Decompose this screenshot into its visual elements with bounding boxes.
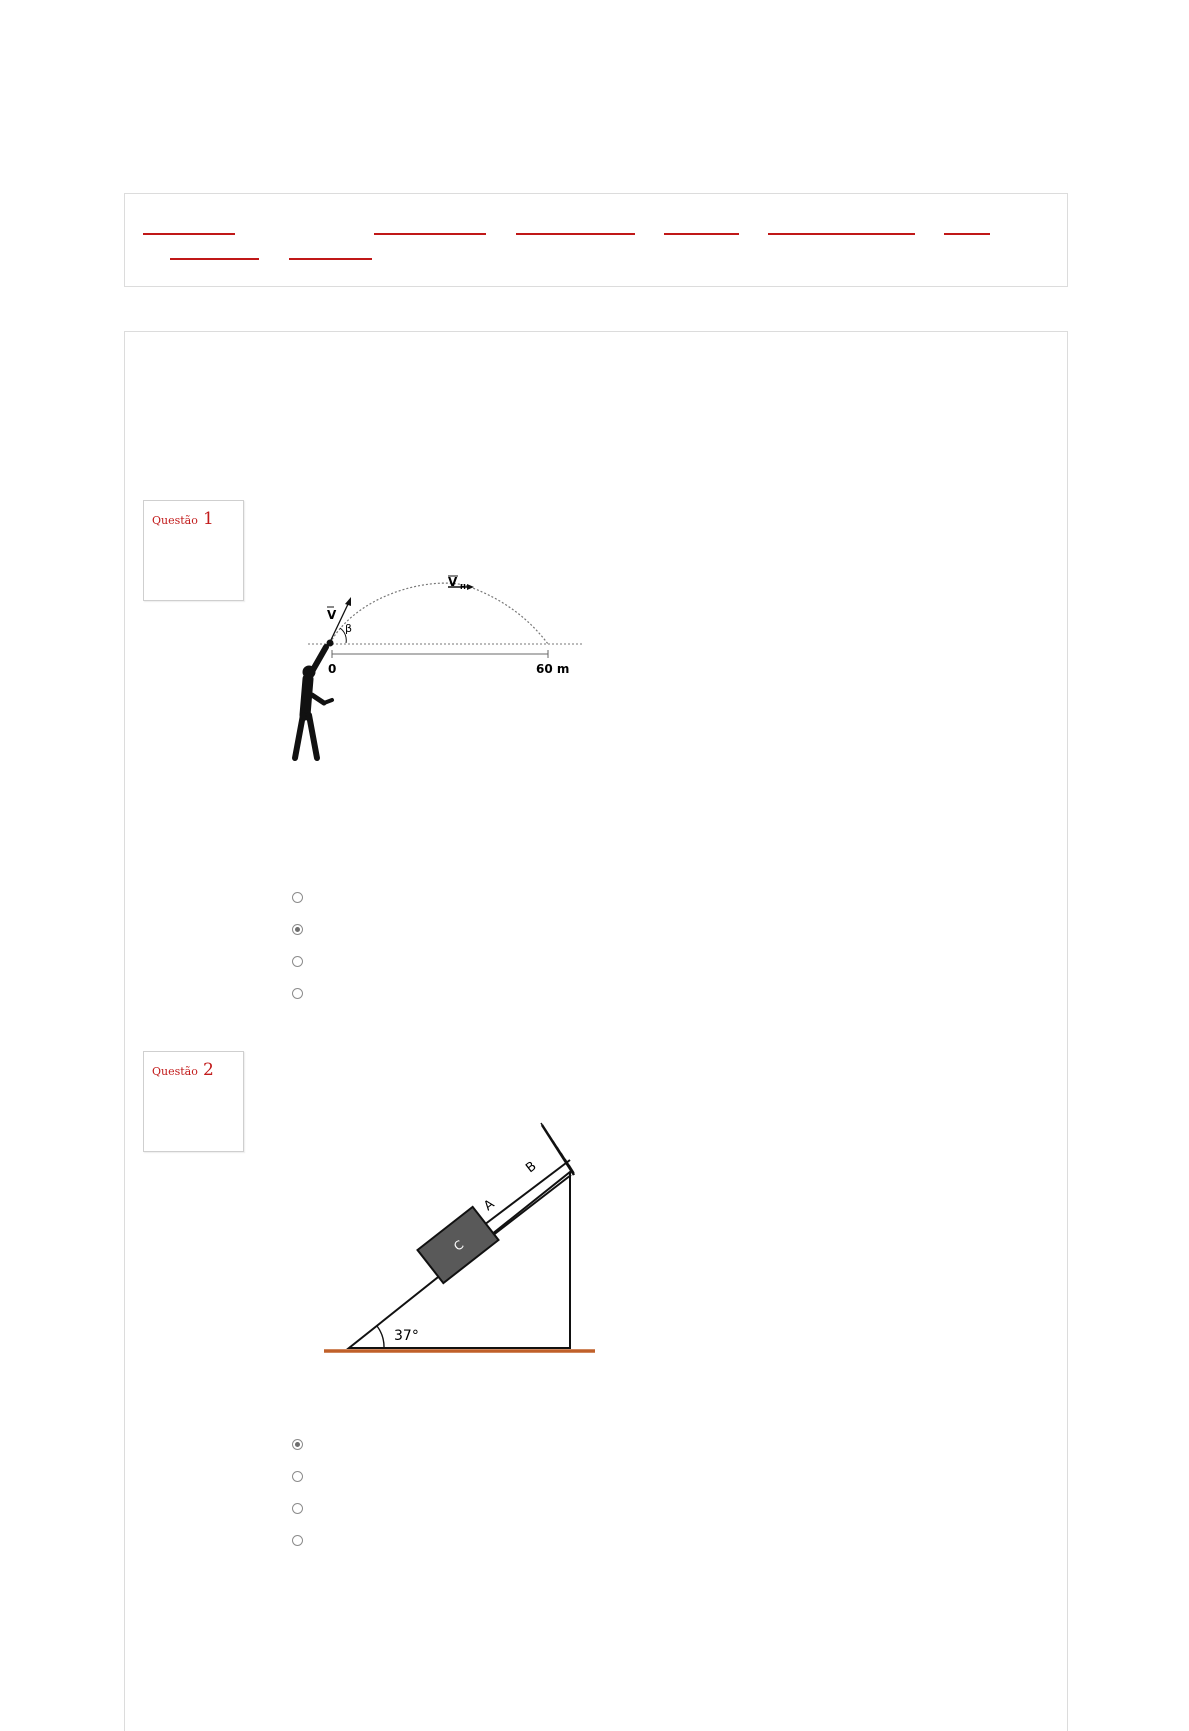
answer-option-radio[interactable] xyxy=(292,1471,303,1482)
question-title xyxy=(152,509,214,529)
answer-option-radio[interactable] xyxy=(292,988,303,999)
nav-link[interactable] xyxy=(143,233,235,235)
question-info-box xyxy=(143,500,244,601)
nav-link[interactable] xyxy=(664,233,739,235)
question-number: 1 xyxy=(202,509,214,529)
question-title xyxy=(152,1060,214,1080)
answer-option-radio[interactable] xyxy=(292,956,303,967)
question-label: Questão xyxy=(152,1065,198,1078)
v-label: V xyxy=(327,608,337,622)
answer-option-radio[interactable] xyxy=(292,924,303,935)
nav-link[interactable] xyxy=(768,233,915,235)
inclined-plane-figure xyxy=(320,1105,610,1370)
distance-label: 60 m xyxy=(536,662,570,676)
navigation-panel xyxy=(124,193,1068,287)
nav-link[interactable] xyxy=(289,258,372,260)
quiz-panel xyxy=(124,331,1068,1731)
answer-option-radio[interactable] xyxy=(292,1503,303,1514)
nav-link[interactable] xyxy=(374,233,486,235)
person-icon xyxy=(295,647,332,758)
angle-label: 37° xyxy=(394,1328,419,1344)
angle-label: β xyxy=(345,622,353,635)
vh-subscript: H xyxy=(460,583,466,591)
nav-link[interactable] xyxy=(944,233,990,235)
rope-label-b: B xyxy=(523,1158,540,1177)
projectile-figure xyxy=(270,555,590,770)
block-label: C xyxy=(451,1237,467,1254)
origin-label: 0 xyxy=(328,662,337,676)
vh-label: V xyxy=(448,575,458,589)
question-label: Questão xyxy=(152,514,198,527)
answer-option-radio[interactable] xyxy=(292,892,303,903)
rope-label-a: A xyxy=(481,1196,498,1215)
answer-option-radio[interactable] xyxy=(292,1439,303,1450)
nav-link[interactable] xyxy=(170,258,259,260)
answer-option-radio[interactable] xyxy=(292,1535,303,1546)
question-number: 2 xyxy=(202,1060,214,1080)
nav-link[interactable] xyxy=(516,233,635,235)
question-info-box xyxy=(143,1051,244,1152)
